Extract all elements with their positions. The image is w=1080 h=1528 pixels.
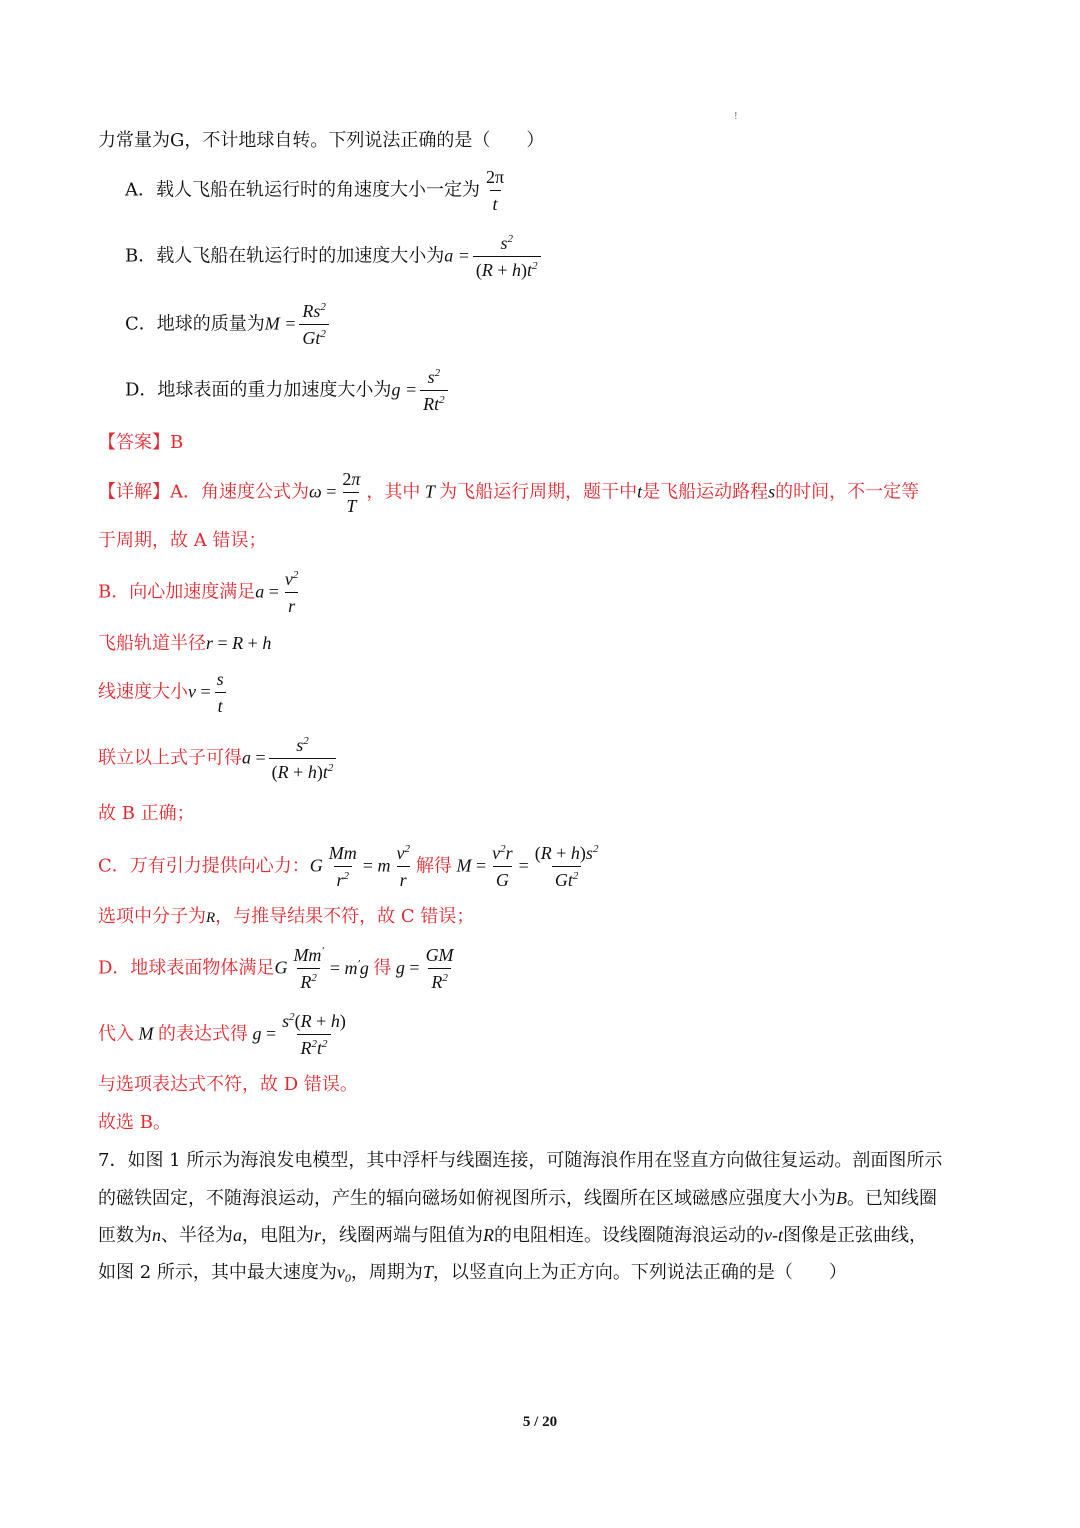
mass-fraction-1: $\frac{v^2r}{G}$ bbox=[492, 843, 513, 890]
centripetal-fraction: $\frac{v^2}{r}$ bbox=[284, 569, 299, 616]
analysis-text: 联立以上式子可得 bbox=[98, 747, 242, 769]
option-d-fraction: $\frac{s^2}{Rt^2}$ bbox=[420, 366, 448, 415]
q6-option-c bbox=[125, 300, 990, 349]
analysis-text: ，其中 bbox=[366, 481, 421, 503]
analysis-line-5: 线速度大小v = $\frac{s}{t}$ bbox=[98, 668, 990, 717]
q7-var-n: n bbox=[152, 1225, 161, 1245]
q7-text: ，周期为 bbox=[350, 1262, 423, 1283]
force-fraction: $\frac{v^2}{r}$ bbox=[396, 843, 410, 890]
option-b-lhs: a = bbox=[444, 245, 470, 266]
analysis-line-9: 选项中分子为R，与推导结果不符，故 C 错误； bbox=[98, 906, 475, 927]
analysis-line-8: C．万有引力提供向心力：G $\frac{Mm}{r^2}$ = m $\frac{v^2}{r}$ 解得 M = $\frac{v^2r}{G}$ = $\frac{(R + h)s^2}{Gt^2}$ bbox=[98, 842, 990, 891]
gravity-fraction: $\frac{Mm}{r^2}$ bbox=[328, 843, 357, 890]
q7-var-R: R bbox=[483, 1225, 495, 1245]
q6-option-b bbox=[125, 232, 990, 281]
q6-option-a bbox=[125, 166, 990, 215]
analysis-text: 选项中分子为 bbox=[98, 906, 206, 927]
q7-text: ，电阻为 bbox=[242, 1225, 314, 1246]
q7-text: ，线圈两端与阻值为 bbox=[321, 1225, 484, 1246]
analysis-line-11: 代入 M 的表达式得 g = $\frac{s^2(R + h)}{R^2t^2}$ bbox=[98, 1010, 990, 1059]
q7-var-v-subscript: 0 bbox=[344, 1271, 351, 1285]
q7-text: 如图 2 所示，其中最大速度为 bbox=[98, 1262, 337, 1283]
option-c-fraction: $\frac{Rs^2}{Gt^2}$ bbox=[299, 300, 329, 349]
analysis-text: 代入 bbox=[98, 1023, 134, 1045]
analysis-text: 得 bbox=[373, 957, 392, 979]
analysis-text: ，与推导结果不符，故 C 错误； bbox=[215, 906, 475, 927]
q7-line-4 bbox=[98, 1259, 990, 1286]
analysis-line-13: 故选 B。 bbox=[98, 1112, 171, 1133]
velocity-fraction: $\frac{s}{t}$ bbox=[216, 669, 224, 716]
q7-text: 图像是正弦曲线， bbox=[783, 1225, 927, 1246]
analysis-line-2: 于周期，故 A 错误； bbox=[98, 530, 267, 551]
q7-text: 的磁铁固定，不随海浪运动，产生的辐向磁场如俯视图所示，线圈所在区域磁感应强度大小为 bbox=[98, 1188, 836, 1209]
analysis-text: 的时间，不一定等 bbox=[775, 481, 920, 503]
q7-var-B: B bbox=[836, 1188, 847, 1208]
q7-text: ，以竖直向上为正方向。下列说法正确的是（ ） bbox=[432, 1262, 847, 1283]
analysis-text: D．地球表面物体满足 bbox=[98, 957, 275, 979]
fraction-denominator: t bbox=[490, 190, 501, 215]
analysis-text: 线速度大小 bbox=[98, 681, 188, 703]
omega-fraction: $\frac{2\pi}{T}$ bbox=[342, 469, 361, 516]
analysis-line-7: 故 B 正确； bbox=[98, 803, 195, 824]
analysis-text: B．向心加速度满足 bbox=[98, 581, 256, 603]
q7-var-a: a bbox=[233, 1225, 242, 1245]
analysis-text: 【详解】A．角速度公式为 bbox=[98, 481, 309, 503]
analysis-text: C．万有引力提供向心力： bbox=[98, 855, 310, 877]
analysis-text: 是飞船运动路程 bbox=[642, 481, 769, 503]
q6-stem: 力常量为G，不计地球自转。下列说法正确的是（ ） bbox=[98, 130, 545, 151]
analysis-text: 的表达式得 bbox=[158, 1023, 248, 1045]
q7-var-v: v bbox=[336, 1262, 345, 1282]
q7-text: 匝数为 bbox=[98, 1225, 152, 1246]
analysis-line-6: 联立以上式子可得a = $\frac{s^2}{(R + h)t^2}$ bbox=[98, 734, 990, 783]
option-b-text: B．载人飞船在轨运行时的加速度大小为 bbox=[125, 245, 445, 267]
analysis-text: 飞船轨道半径 bbox=[98, 633, 206, 654]
analysis-line-4: 飞船轨道半径r = R + h bbox=[98, 633, 272, 654]
answer-label: 【答案】B bbox=[98, 432, 184, 453]
option-a-text: A．载人飞船在轨运行时的角速度大小一定为 bbox=[125, 179, 480, 201]
q6-option-d bbox=[125, 366, 990, 415]
surface-fraction: $\frac{Mm'}{R^2}$ bbox=[293, 945, 324, 992]
g-fraction: $\frac{GM}{R^2}$ bbox=[425, 945, 454, 992]
analysis-text: 为飞船运行周期，题干中 bbox=[439, 481, 638, 503]
header-mark: ! bbox=[734, 112, 738, 122]
q7-text: 的电阻相连。设线圈随海浪运动的 bbox=[494, 1225, 765, 1246]
q7-line-1: 7．如图 1 所示为海浪发电模型，其中浮杆与线圈连接，可随海浪作用在竖直方向做往复运动。剖面图所示 bbox=[98, 1150, 943, 1171]
page-number: 5 / 20 bbox=[522, 1414, 558, 1430]
option-d-lhs: g = bbox=[391, 379, 418, 400]
option-c-lhs: M = bbox=[264, 313, 297, 334]
option-b-fraction: $\frac{s^2}{(R + h)t^2}$ bbox=[473, 232, 541, 281]
analysis-text: 解得 bbox=[415, 855, 452, 877]
q7-var-r: r bbox=[314, 1225, 322, 1245]
analysis-line-10: D．地球表面物体满足G $\frac{Mm'}{R^2}$ = m′g 得 g = $\frac{GM}{R^2}$ bbox=[98, 944, 990, 993]
option-a-fraction bbox=[483, 166, 507, 215]
analysis-line-12: 与选项表达式不符，故 D 错误。 bbox=[98, 1074, 358, 1095]
option-c-text: C．地球的质量为 bbox=[125, 313, 265, 335]
final-g-fraction: $\frac{s^2(R + h)}{R^2t^2}$ bbox=[282, 1011, 346, 1058]
q7-text: 。已知线圈 bbox=[847, 1188, 937, 1209]
analysis-line-1: 【详解】A．角速度公式为ω = $\frac{2\pi}{T}$ ，其中 T 为飞船运行周期，题干中t是飞船运动路程s的时间，不一定等 bbox=[98, 469, 920, 516]
mass-fraction-2: $\frac{(R + h)s^2}{Gt^2}$ bbox=[534, 843, 599, 890]
analysis-line-3: B．向心加速度满足a = $\frac{v^2}{r}$ bbox=[98, 568, 990, 617]
combined-fraction: $\frac{s^2}{(R + h)t^2}$ bbox=[269, 734, 337, 783]
q7-line-3 bbox=[98, 1222, 990, 1249]
q7-var-T: T bbox=[422, 1262, 433, 1282]
option-d-text: D．地球表面的重力加速度大小为 bbox=[125, 379, 392, 401]
q7-var-vt: v-t bbox=[764, 1225, 783, 1245]
q7-text: 、半径为 bbox=[161, 1225, 233, 1246]
q7-line-2 bbox=[98, 1185, 990, 1212]
fraction-numerator: 2π bbox=[486, 167, 505, 187]
